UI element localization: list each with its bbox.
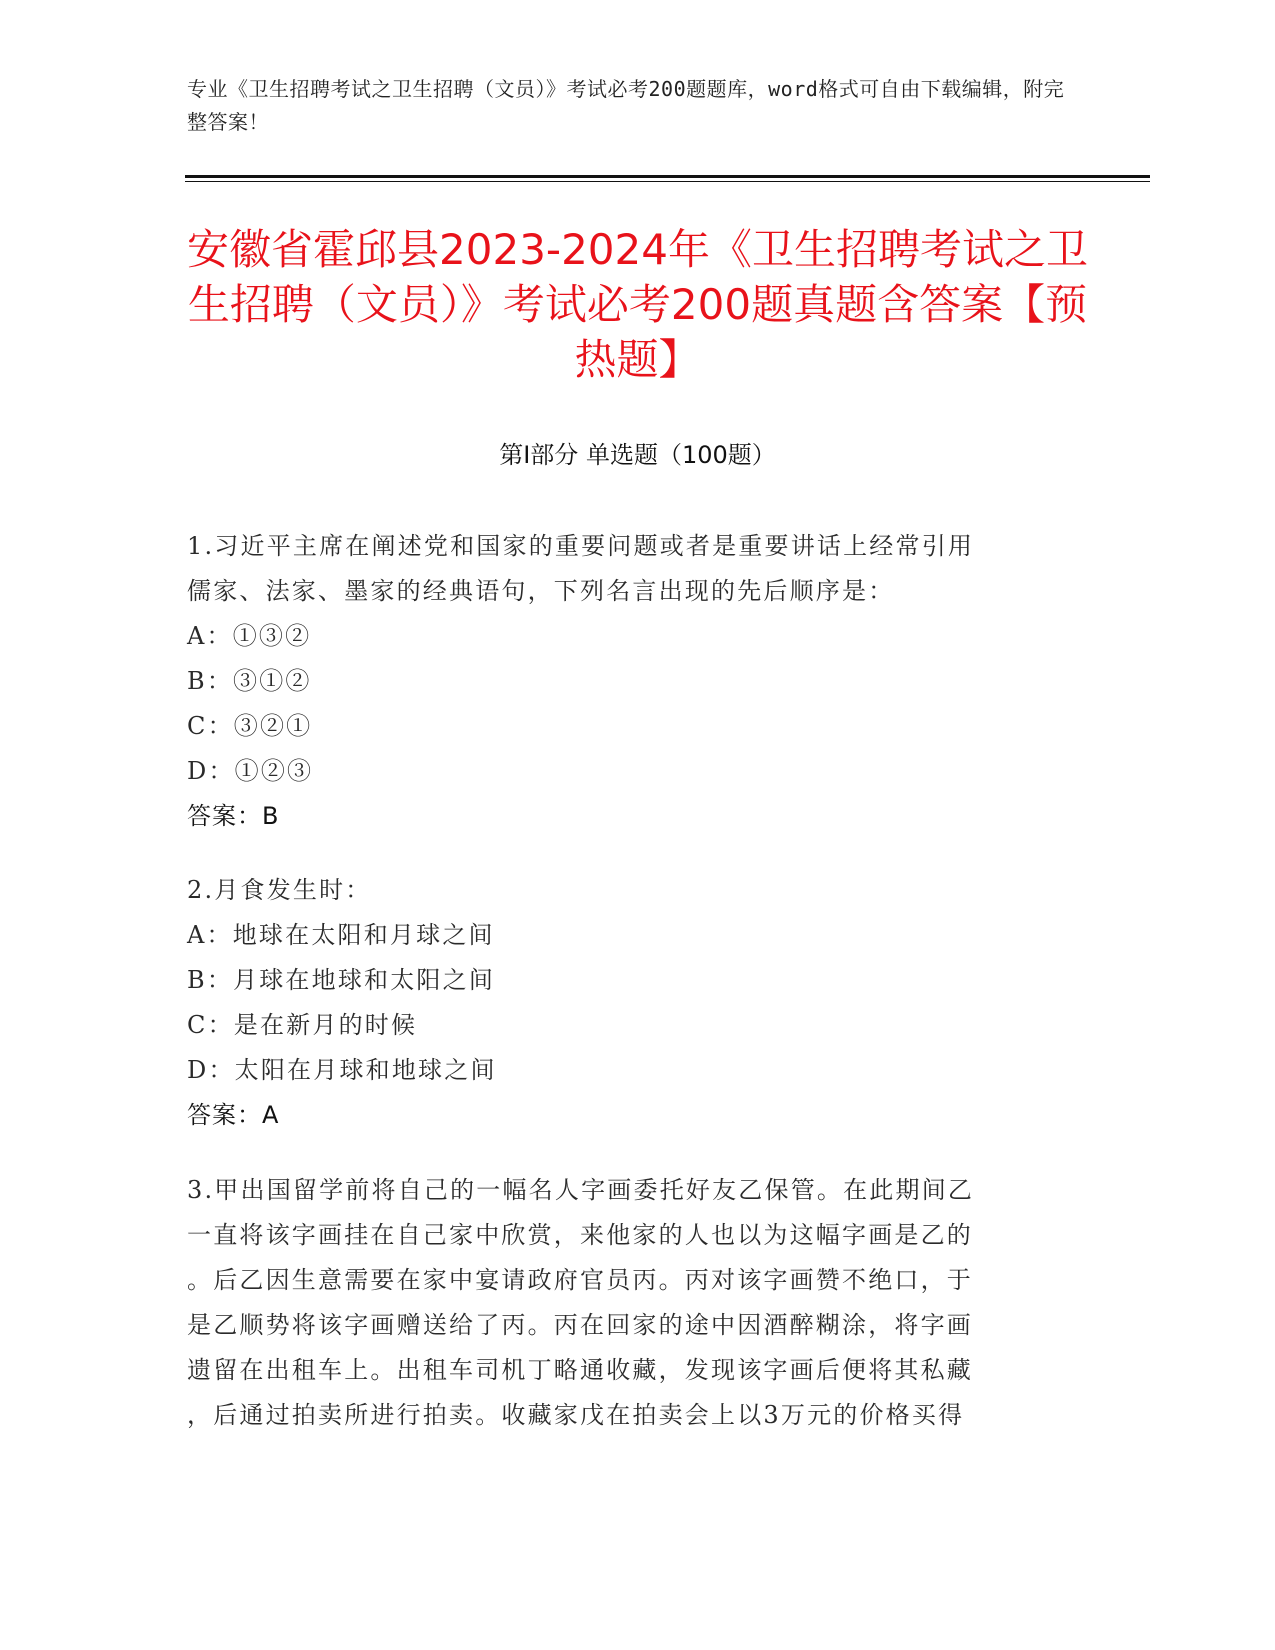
question-stem-line: 1.习近平主席在阐述党和国家的重要问题或者是重要讲话上经常引用 xyxy=(187,532,975,560)
header-note: 专业《卫生招聘考试之卫生招聘（文员）》考试必考200题题库，word格式可自由下载编辑，附完整答案！ xyxy=(187,77,1065,134)
question-1 xyxy=(187,524,1067,839)
option-a: A：地球在太阳和月球之间 xyxy=(187,921,495,949)
answer-line: 答案：B xyxy=(187,802,280,830)
question-stem-line: 儒家、法家、墨家的经典语句，下列名言出现的先后顺序是： xyxy=(187,577,895,605)
question-stem-line: 。后乙因生意需要在家中宴请政府官员丙。丙对该字画赞不绝口，于 xyxy=(187,1266,973,1294)
question-stem-line: 遗留在出租车上。出租车司机丁略通收藏，发现该字画后便将其私藏 xyxy=(187,1356,973,1384)
header-divider-thick xyxy=(185,175,1150,178)
option-c: C：③②① xyxy=(187,712,313,740)
question-3 xyxy=(187,1168,1067,1438)
question-stem-line: 3.甲出国留学前将自己的一幅名人字画委托好友乙保管。在此期间乙 xyxy=(187,1176,975,1204)
question-2 xyxy=(187,868,1067,1138)
question-stem-line: 一直将该字画挂在自己家中欣赏，来他家的人也以为这幅字画是乙的 xyxy=(187,1221,973,1249)
option-c: C：是在新月的时候 xyxy=(187,1011,418,1039)
option-d: D：太阳在月球和地球之间 xyxy=(187,1056,497,1084)
option-b: B：③①② xyxy=(187,667,312,695)
question-stem-line: ，后通过拍卖所进行拍卖。收藏家戊在拍卖会上以3万元的价格买得 xyxy=(187,1401,965,1429)
option-b: B：月球在地球和太阳之间 xyxy=(187,966,496,994)
question-stem-line: 2.月食发生时： xyxy=(187,876,372,904)
question-stem-line: 是乙顺势将该字画赠送给了丙。丙在回家的途中因酒醉糊涂，将字画 xyxy=(187,1311,973,1339)
section-heading: 第Ⅰ部分 单选题（100题） xyxy=(499,441,776,469)
answer-line: 答案：A xyxy=(187,1101,280,1129)
option-a: A：①③② xyxy=(187,622,312,650)
option-d: D：①②③ xyxy=(187,757,314,785)
document-title: 安徽省霍邱县2023-2024年《卫生招聘考试之卫生招聘（文员）》考试必考200题真题含答案【预热题】 xyxy=(187,225,1088,384)
header-divider-thin xyxy=(185,181,1150,182)
